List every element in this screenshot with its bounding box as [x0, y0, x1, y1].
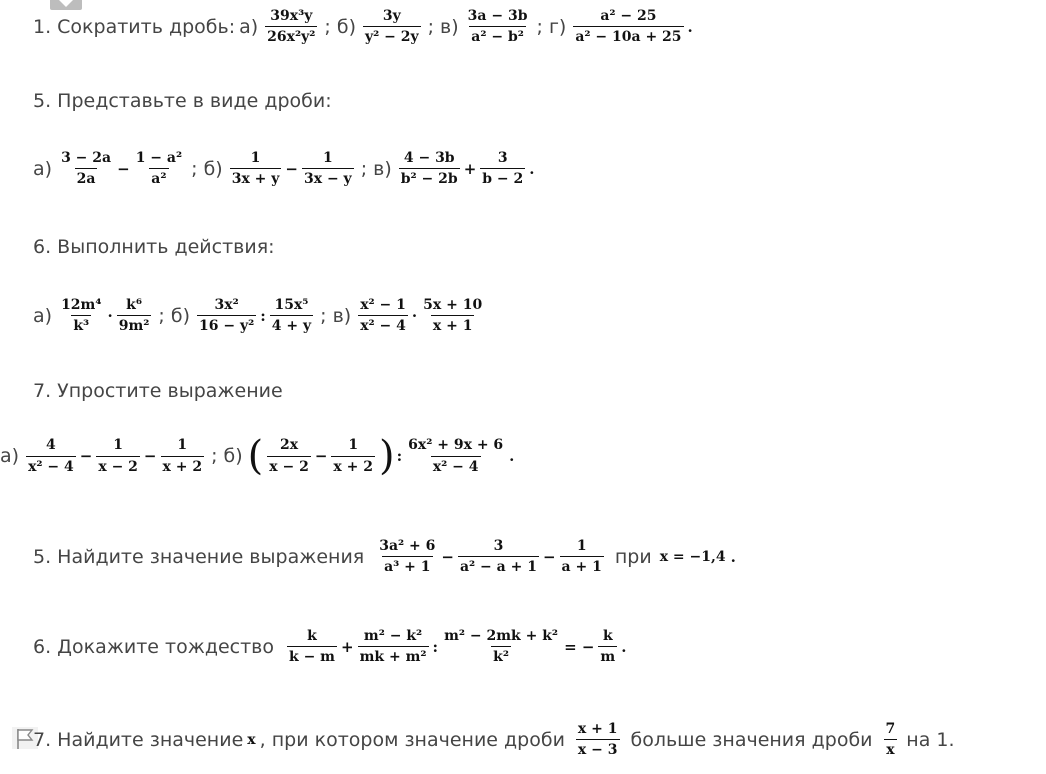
operator: + [463, 159, 477, 178]
numerator: x² − 1 [360, 297, 406, 313]
fraction [358, 297, 408, 334]
numerator: 39x³y [270, 8, 313, 24]
numerator: 5x + 10 [423, 297, 483, 313]
numerator: 6x² + 9x + 6 [408, 437, 504, 454]
denominator: b − 2 [480, 168, 525, 187]
numerator: 15x⁵ [274, 297, 309, 313]
fraction [406, 437, 505, 474]
numerator: 3 [497, 150, 508, 166]
denominator: a² [149, 168, 168, 187]
operator: · [107, 306, 113, 325]
task-6-label: 6. Выполнить действия: [33, 236, 275, 258]
denominator: 3x + y [230, 168, 282, 187]
task-7b-label: 7. Найдите значение [33, 728, 244, 751]
numerator: k [602, 628, 613, 644]
denominator: x − 2 [96, 456, 140, 475]
denominator: mk + m² [358, 646, 429, 665]
operator: − [285, 159, 298, 178]
fraction [421, 297, 484, 334]
numerator: 3x² [214, 297, 239, 313]
denominator: k² [491, 646, 511, 665]
fraction [331, 437, 375, 474]
item-a-label: а) [33, 157, 53, 180]
denominator: 4 + y [270, 315, 313, 334]
fraction [134, 150, 184, 187]
fraction [287, 628, 337, 665]
numerator: a² − 25 [600, 8, 657, 24]
period: . [687, 17, 693, 36]
denominator: 26x²y² [265, 26, 317, 45]
fraction [265, 8, 317, 45]
fraction [377, 538, 437, 575]
denominator: a² − 10a + 25 [573, 26, 683, 45]
fraction [59, 150, 113, 187]
numerator: 3y [382, 8, 401, 24]
task-6-heading [33, 236, 275, 258]
variable-x: x [247, 731, 256, 748]
item-b-label: ; б) [191, 157, 223, 180]
denominator: a² − a + 1 [458, 556, 539, 575]
fraction [230, 150, 282, 187]
task-5b [33, 538, 737, 575]
left-paren: ( [247, 433, 264, 479]
task-1 [33, 8, 694, 45]
fraction [96, 437, 140, 474]
task-6-expressions [33, 297, 487, 334]
denominator: x² − 4 [431, 456, 481, 475]
numerator: 2x [280, 437, 299, 454]
task-7b-text-middle: , при котором значение дроби [259, 728, 565, 751]
denominator: x − 3 [576, 739, 620, 758]
period: . [509, 447, 515, 465]
item-d-label: ; г) [536, 15, 567, 38]
period: . [621, 637, 627, 656]
condition-value: x = −1,4 [659, 548, 726, 565]
denominator: b² − 2b [399, 168, 460, 187]
operator: = − [564, 637, 595, 656]
period: . [529, 159, 535, 178]
numerator: 1 [322, 150, 333, 166]
numerator: 3a² + 6 [379, 538, 436, 554]
task-5-label: 5. Представьте в виде дроби: [33, 90, 332, 112]
denominator: k³ [71, 315, 91, 334]
fraction [363, 8, 421, 45]
numerator: 1 [250, 150, 261, 166]
fraction [480, 150, 525, 187]
fraction [573, 8, 683, 45]
task-6b-label: 6. Докажите тождество [33, 635, 274, 658]
denominator: a² − b² [469, 26, 526, 45]
item-b-label: ; б) [324, 15, 356, 38]
item-b-label: ; б) [211, 445, 243, 467]
task-7-heading [33, 380, 283, 402]
denominator: k − m [287, 646, 337, 665]
operator: − [117, 159, 130, 178]
fraction [270, 297, 313, 334]
fraction [598, 628, 617, 665]
denominator: a³ + 1 [382, 556, 432, 575]
fraction [59, 297, 103, 334]
condition-word: при [614, 545, 652, 568]
task-5-heading [33, 90, 332, 112]
item-c-label: ; в) [320, 304, 352, 327]
fraction [466, 8, 530, 45]
fraction [576, 721, 620, 758]
item-a-label: а) [239, 15, 259, 38]
denominator: 9m² [117, 315, 152, 334]
fraction [267, 437, 311, 474]
operator: − [542, 547, 556, 566]
numerator: m² − 2mk + k² [444, 628, 559, 644]
denominator: m [598, 646, 617, 665]
task-7b [33, 721, 955, 758]
operator: − [79, 447, 93, 465]
numerator: 3 − 2a [61, 150, 112, 166]
fraction [26, 437, 76, 474]
right-paren: ) [379, 433, 395, 479]
denominator: 3x − y [302, 168, 354, 187]
numerator: 1 [177, 437, 188, 454]
fraction [358, 628, 429, 665]
numerator: 3 [493, 538, 504, 554]
numerator: 3a − 3b [467, 8, 528, 24]
denominator: x + 2 [331, 456, 375, 475]
denominator: a + 1 [560, 556, 604, 575]
operator: : [396, 447, 403, 465]
item-a-label: а) [33, 304, 53, 327]
fraction [302, 150, 354, 187]
task-7b-text-comparison: больше значения дроби [630, 728, 873, 751]
task-6b [33, 628, 627, 665]
denominator: x² − 4 [358, 315, 408, 334]
denominator: x [884, 739, 896, 758]
fraction [399, 150, 460, 187]
fraction [884, 721, 898, 758]
operator: − [143, 447, 157, 465]
numerator: 1 [113, 437, 123, 454]
fraction [197, 297, 256, 334]
fraction [117, 297, 152, 334]
numerator: 12m⁴ [61, 297, 102, 313]
task-7-label: 7. Упростите выражение [33, 380, 283, 402]
numerator: 1 [348, 437, 359, 454]
numerator: 7 [885, 721, 896, 737]
numerator: k⁶ [126, 297, 142, 313]
item-c-label: ; в) [427, 15, 459, 38]
numerator: m² − k² [363, 628, 423, 644]
denominator: 2a [75, 168, 98, 187]
denominator: x + 2 [161, 456, 205, 475]
denominator: x² − 4 [26, 456, 76, 475]
denominator: y² − 2y [363, 26, 421, 45]
fraction [442, 628, 560, 665]
task-5b-label: 5. Найдите значение выражения [33, 545, 365, 568]
task-5-expressions [33, 150, 536, 187]
item-c-label: ; в) [360, 157, 392, 180]
task-7-expressions [0, 433, 515, 479]
denominator: 16 − y² [197, 315, 256, 334]
operator: − [441, 547, 454, 566]
fraction [161, 437, 205, 474]
numerator: 1 − a² [135, 150, 183, 166]
denominator: x − 2 [267, 456, 311, 475]
numerator: 1 [576, 538, 587, 554]
operator: : [432, 637, 439, 656]
operator: + [341, 637, 354, 656]
numerator: k [307, 628, 317, 644]
numerator: 4 − 3b [403, 150, 455, 166]
denominator: x + 1 [431, 315, 475, 334]
item-b-label: ; б) [158, 304, 190, 327]
operator: · [411, 306, 418, 325]
numerator: x + 1 [577, 721, 618, 737]
operator: : [260, 306, 266, 325]
fraction [560, 538, 604, 575]
period: . [730, 547, 736, 566]
task-7b-text-end: на 1. [906, 728, 955, 751]
operator: − [314, 447, 328, 465]
numerator: 4 [46, 437, 56, 454]
item-a-label: а) [0, 445, 20, 467]
task-1-label: 1. Сократить дробь: [33, 15, 236, 38]
fraction [458, 538, 539, 575]
